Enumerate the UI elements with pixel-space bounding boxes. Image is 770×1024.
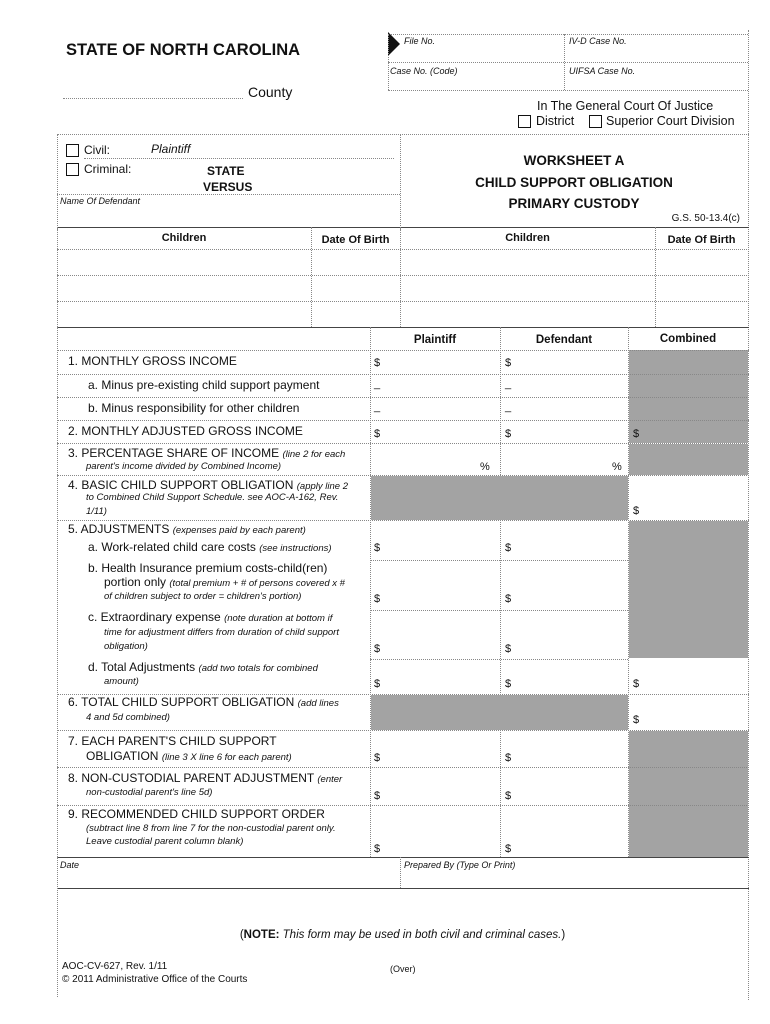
note-close: ) bbox=[561, 929, 566, 941]
file-arrow-icon bbox=[388, 32, 400, 56]
dollar-5c-p[interactable]: $ bbox=[374, 643, 381, 655]
row-7-label-2 bbox=[86, 749, 292, 763]
row-line-3 bbox=[57, 475, 749, 476]
row-8-title: 8. NON-CUSTODIAL PARENT ADJUSTMENT bbox=[68, 771, 315, 785]
civil-label: Civil: bbox=[84, 143, 110, 157]
dollar-5d-c[interactable]: $ bbox=[633, 678, 640, 690]
row-4-label bbox=[68, 478, 348, 492]
row-5c-note-3: obligation) bbox=[104, 641, 148, 652]
row-4-note-1: (apply line 2 bbox=[296, 481, 348, 492]
calc-col-plaintiff bbox=[370, 327, 371, 857]
county-line bbox=[63, 98, 243, 99]
children-top-line bbox=[57, 227, 749, 228]
row-5c-note-2: time for adjustment differs from duration of child support bbox=[104, 627, 339, 638]
date-label: Date bbox=[60, 860, 80, 870]
row-8-label bbox=[68, 771, 342, 785]
row-line-5b bbox=[370, 610, 628, 611]
row-line-1b bbox=[57, 420, 749, 421]
parties-left-line bbox=[57, 134, 58, 230]
children-row2-line bbox=[57, 301, 749, 302]
over-label: (Over) bbox=[390, 964, 416, 974]
dollar-6-c[interactable]: $ bbox=[633, 714, 640, 726]
row-line-5c bbox=[370, 659, 628, 660]
dollar-2-p[interactable]: $ bbox=[374, 428, 381, 440]
row-5b-note-2: of children subject to order = children's portion) bbox=[104, 591, 302, 602]
dollar-5d-d[interactable]: $ bbox=[505, 678, 512, 690]
row-9-note-2: Leave custodial parent column blank) bbox=[86, 836, 244, 847]
worksheet-title: WORKSHEET A bbox=[523, 153, 625, 168]
row-1b-label: b. Minus responsibility for other children bbox=[88, 401, 300, 415]
row-7-label: 7. EACH PARENT'S CHILD SUPPORT bbox=[68, 734, 277, 748]
dash-1a-d[interactable]: _ bbox=[505, 378, 512, 390]
row-6-title: 6. TOTAL CHILD SUPPORT OBLIGATION bbox=[68, 695, 295, 709]
shade-combined-3 bbox=[629, 444, 748, 475]
dollar-4-c[interactable]: $ bbox=[633, 505, 640, 517]
versus-label: VERSUS bbox=[203, 180, 253, 194]
row-line-8 bbox=[57, 805, 749, 806]
row-5c-note-1: (note duration at bottom if bbox=[224, 613, 333, 624]
row-3-label bbox=[68, 446, 345, 460]
row-3-note-2: parent's income divided by Combined Income) bbox=[86, 461, 282, 472]
dollar-5b-p[interactable]: $ bbox=[374, 593, 381, 605]
dash-1b-p[interactable]: _ bbox=[374, 401, 381, 413]
row-2-label: 2. MONTHLY ADJUSTED GROSS INCOME bbox=[68, 424, 303, 438]
row-8-note-1: (enter bbox=[317, 774, 343, 785]
row-5a-title: a. Work-related child care costs bbox=[88, 540, 256, 554]
children-header-1: Children bbox=[161, 232, 207, 244]
defendant-col-header: Defendant bbox=[535, 334, 593, 346]
prepared-by-label: Prepared By (Type Or Print) bbox=[404, 860, 516, 870]
superior-checkbox[interactable] bbox=[589, 115, 602, 128]
form-number: AOC-CV-627, Rev. 1/11 bbox=[62, 961, 168, 972]
header-box-top bbox=[388, 34, 748, 35]
dob-header-2: Date Of Birth bbox=[667, 234, 736, 246]
defendant-line bbox=[57, 194, 400, 195]
dollar-5d-p[interactable]: $ bbox=[374, 678, 381, 690]
state-party-label: STATE bbox=[207, 164, 245, 178]
dollar-5a-p[interactable]: $ bbox=[374, 542, 381, 554]
dollar-5c-d[interactable]: $ bbox=[505, 643, 512, 655]
row-6-label bbox=[68, 695, 339, 709]
note-bold: NOTE: bbox=[243, 929, 280, 941]
form-right-line bbox=[748, 30, 749, 1000]
shade-combined-5 bbox=[629, 521, 748, 658]
dollar-7-p[interactable]: $ bbox=[374, 752, 381, 764]
row-line-2 bbox=[57, 443, 749, 444]
row-3-title: 3. PERCENTAGE SHARE OF INCOME bbox=[68, 446, 280, 460]
note-text: This form may be used in both civil and criminal cases. bbox=[282, 929, 562, 941]
plaintiff-col-header: Plaintiff bbox=[413, 334, 457, 346]
row-8-note-2: non-custodial parent's line 5d) bbox=[86, 787, 213, 798]
calc-top-line bbox=[57, 327, 749, 328]
criminal-label: Criminal: bbox=[84, 162, 132, 176]
row-5b-label-2 bbox=[104, 575, 345, 589]
row-1a-label: a. Minus pre-existing child support payment bbox=[88, 378, 320, 392]
criminal-checkbox[interactable] bbox=[66, 163, 79, 176]
dollar-2-c[interactable]: $ bbox=[633, 428, 640, 440]
dollar-8-p[interactable]: $ bbox=[374, 790, 381, 802]
row-line-9 bbox=[57, 857, 749, 858]
case-no-label: Case No. (Code) bbox=[390, 66, 458, 76]
worksheet-subtitle: CHILD SUPPORT OBLIGATION bbox=[475, 175, 673, 190]
percent-3-p[interactable]: % bbox=[480, 461, 490, 473]
shade-line4 bbox=[371, 476, 628, 520]
dollar-2-d[interactable]: $ bbox=[505, 428, 512, 440]
dollar-9-p[interactable]: $ bbox=[374, 843, 381, 855]
dash-1a-p[interactable]: _ bbox=[374, 378, 381, 390]
note-open: ( bbox=[239, 929, 244, 941]
dollar-7-d[interactable]: $ bbox=[505, 752, 512, 764]
copyright: © 2011 Administrative Office of the Courts bbox=[62, 974, 248, 985]
note-line bbox=[57, 929, 748, 941]
row-line-h bbox=[57, 350, 749, 351]
row-3-note-1: (line 2 for each bbox=[282, 449, 346, 460]
uifsa-case-label: UIFSA Case No. bbox=[569, 66, 636, 76]
plaintiff-line bbox=[84, 158, 394, 159]
row-4-note-2: to Combined Child Support Schedule. see AOC-A-162, Rev. bbox=[86, 492, 339, 503]
defendant-name-label: Name Of Defendant bbox=[60, 196, 141, 206]
children-header-line bbox=[57, 249, 749, 250]
county-label: County bbox=[248, 84, 293, 100]
row-line-5a bbox=[370, 560, 628, 561]
court-title: In The General Court Of Justice bbox=[537, 99, 714, 113]
combined-col-header: Combined bbox=[659, 333, 717, 345]
dollar-8-d[interactable]: $ bbox=[505, 790, 512, 802]
row-7-note: (line 3 X line 6 for each parent) bbox=[161, 752, 292, 763]
children-row1-line bbox=[57, 275, 749, 276]
file-no-label: File No. bbox=[404, 36, 436, 46]
shade-line6 bbox=[371, 695, 628, 730]
state-title: STATE OF NORTH CAROLINA bbox=[66, 41, 301, 59]
row-5a-note: (see instructions) bbox=[259, 543, 332, 554]
footer-left-line bbox=[57, 857, 58, 997]
row-line-6 bbox=[57, 730, 749, 731]
row-5c-title: c. Extraordinary expense bbox=[88, 610, 221, 624]
worksheet-custody: PRIMARY CUSTODY bbox=[508, 196, 640, 211]
row-1-label: 1. MONTHLY GROSS INCOME bbox=[68, 354, 237, 368]
row-4-note-3: 1/11) bbox=[86, 506, 107, 517]
dollar-1-d[interactable]: $ bbox=[505, 357, 512, 369]
district-label: District bbox=[536, 114, 575, 128]
row-line-1a bbox=[57, 397, 749, 398]
row-5-label bbox=[68, 522, 306, 536]
row-5d-label bbox=[88, 660, 318, 674]
dash-1b-d[interactable]: _ bbox=[505, 401, 512, 413]
row-4-title: 4. BASIC CHILD SUPPORT OBLIGATION bbox=[68, 478, 294, 492]
superior-label: Superior Court Division bbox=[606, 114, 735, 128]
row-5a-label bbox=[88, 540, 332, 554]
calc-col-defendant bbox=[500, 327, 501, 857]
row-5b-title: portion only bbox=[104, 575, 167, 589]
district-checkbox[interactable] bbox=[518, 115, 531, 128]
dollar-9-d[interactable]: $ bbox=[505, 843, 512, 855]
row-7-title: OBLIGATION bbox=[86, 749, 159, 763]
header-box-midline bbox=[388, 62, 748, 63]
signature-bottom-line bbox=[57, 888, 749, 889]
dollar-5b-d[interactable]: $ bbox=[505, 593, 512, 605]
dob-header-1: Date Of Birth bbox=[321, 234, 390, 246]
ivd-case-label: IV-D Case No. bbox=[569, 36, 627, 46]
row-5d-note-2: amount) bbox=[104, 676, 139, 687]
row-5d-note-1: (add two totals for combined bbox=[198, 663, 318, 674]
children-header-2: Children bbox=[505, 232, 550, 244]
plaintiff-label: Plaintiff bbox=[151, 142, 191, 156]
calc-left bbox=[57, 327, 58, 857]
row-5b-note-1: (total premium + # of persons covered x # bbox=[169, 578, 345, 589]
row-5c-label bbox=[88, 610, 332, 624]
header-box-bottom bbox=[388, 90, 748, 91]
civil-checkbox[interactable] bbox=[66, 144, 79, 157]
dollar-5a-d[interactable]: $ bbox=[505, 542, 512, 554]
row-5b-label: b. Health Insurance premium costs-child(ren) bbox=[88, 561, 328, 575]
date-divider bbox=[400, 857, 401, 888]
row-line-7 bbox=[57, 767, 749, 768]
row-line-1 bbox=[57, 374, 749, 375]
statute-ref: G.S. 50-13.4(c) bbox=[671, 213, 740, 224]
row-6-note-1: (add lines bbox=[297, 698, 339, 709]
shade-combined-7 bbox=[629, 731, 748, 857]
row-6-note-2: 4 and 5d combined) bbox=[86, 712, 170, 723]
row-9-note-1: (subtract line 8 from line 7 for the non-custodial parent only. bbox=[86, 823, 336, 834]
parties-top-line bbox=[57, 134, 749, 135]
row-5-note: (expenses paid by each parent) bbox=[172, 525, 306, 536]
row-5-title: 5. ADJUSTMENTS bbox=[68, 522, 170, 536]
percent-3-d[interactable]: % bbox=[612, 461, 622, 473]
row-5d-title: d. Total Adjustments bbox=[88, 660, 196, 674]
row-line-4 bbox=[57, 520, 749, 521]
dollar-1-p[interactable]: $ bbox=[374, 357, 381, 369]
row-9-label: 9. RECOMMENDED CHILD SUPPORT ORDER bbox=[68, 807, 325, 821]
